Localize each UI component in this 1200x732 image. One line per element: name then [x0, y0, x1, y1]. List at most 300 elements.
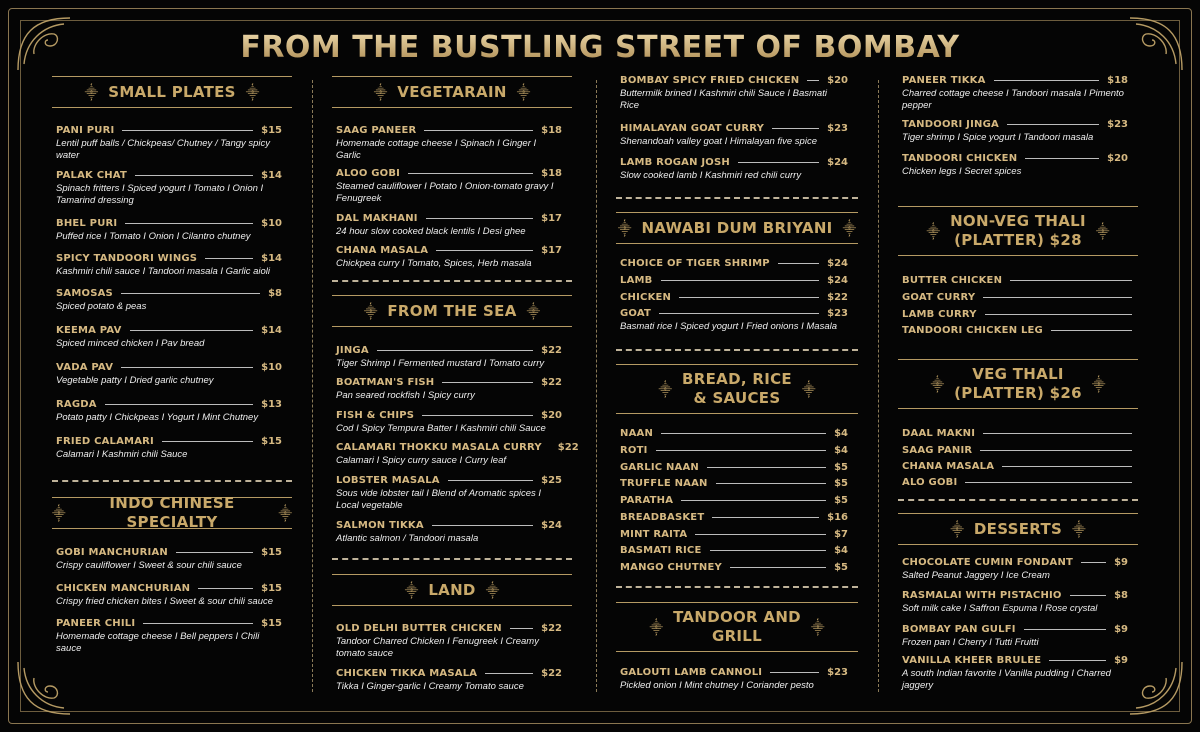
item-description: Spinach fritters I Spiced yogurt I Tomato I Onion I Tamarind dressing — [56, 183, 264, 206]
item-description: Vegetable patty I Dried garlic chutney — [56, 375, 214, 386]
item-name: CHICKEN — [620, 292, 672, 303]
section-title: VEGETARAIN — [397, 82, 507, 101]
menu-item — [336, 124, 572, 162]
item-description: Frozen pan I Cherry I Tutti Fruitti — [902, 637, 1039, 648]
item-price: $8 — [268, 288, 282, 299]
item-price: $15 — [261, 436, 282, 447]
item-price: $17 — [541, 213, 562, 224]
leader-line — [436, 250, 533, 251]
item-name: BOMBAY PAN GULFI — [902, 624, 1016, 635]
item-name: TANDOORI CHICKEN LEG — [902, 325, 1043, 336]
item-description: Steamed cauliflower I Potato I Onion-tomato gravy I Fenugreek — [336, 181, 554, 204]
item-price: $8 — [1114, 590, 1128, 601]
menu-item — [56, 287, 292, 313]
item-price: $15 — [261, 547, 282, 558]
menu-item — [336, 376, 572, 402]
ornament-icon: ⸎ — [930, 377, 945, 392]
menu-item — [56, 582, 292, 608]
item-name: DAL MAKHANI — [336, 213, 418, 224]
item-name: SAAG PANIR — [902, 445, 973, 456]
ornament-icon: ⸎ — [1091, 377, 1106, 392]
leader-line — [1002, 466, 1132, 467]
item-price: $5 — [834, 562, 848, 573]
ornament-icon: ⸎ — [1095, 224, 1110, 239]
section-title: FROM THE SEA — [387, 301, 517, 320]
menu-item — [56, 435, 292, 461]
item-name: SAMOSAS — [56, 288, 113, 299]
item-description: Slow cooked lamb I Kashmiri red chili curry — [620, 170, 802, 181]
menu-item — [620, 257, 858, 270]
leader-line — [679, 297, 819, 298]
item-name: CHANA MASALA — [902, 461, 995, 472]
leader-line — [176, 552, 253, 553]
item-name: LAMB ROGAN JOSH — [620, 157, 730, 168]
section-title-line: VEG THALI — [972, 365, 1064, 384]
leader-line — [681, 500, 826, 501]
item-name: PANEER TIKKA — [902, 75, 986, 86]
item-price: $22 — [541, 668, 562, 679]
menu-item — [56, 324, 292, 350]
item-description: Crispy cauliflower I Sweet & sour chili sauce — [56, 560, 242, 571]
item-price: $10 — [261, 218, 282, 229]
menu-item — [56, 252, 292, 278]
ornament-icon: ⸎ — [810, 620, 825, 635]
section-title — [682, 370, 792, 408]
corner-flourish-icon — [14, 658, 74, 718]
leader-line — [730, 567, 826, 568]
item-description: Calamari I Kashmiri chili Sauce — [56, 449, 188, 460]
item-description: Cod I Spicy Tempura Batter I Kashmiri chili Sauce — [336, 423, 546, 434]
ornament-icon: ⸎ — [526, 304, 541, 319]
ornament-icon: ⸎ — [485, 583, 500, 598]
menu-item — [902, 291, 1138, 304]
item-description: Tikka I Ginger-garlic I Creamy Tomato sauce — [336, 681, 524, 692]
item-name: CHOCOLATE CUMIN FONDANT — [902, 557, 1074, 568]
menu-item — [336, 667, 572, 693]
item-name: BOATMAN'S FISH — [336, 377, 435, 388]
item-name: ROTI — [620, 445, 648, 456]
item-price: $25 — [541, 475, 562, 486]
item-price: $9 — [1114, 557, 1128, 568]
menu-item — [620, 561, 858, 574]
leader-line — [130, 330, 254, 331]
item-price: $5 — [834, 495, 848, 506]
item-price: $15 — [261, 618, 282, 629]
section-title-line: BREAD, RICE — [682, 370, 792, 389]
leader-line — [121, 293, 260, 294]
item-name: BHEL PURI — [56, 218, 118, 229]
section-divider — [332, 558, 572, 560]
menu-item — [902, 589, 1138, 615]
leader-line — [656, 450, 827, 451]
item-name: RAGDA — [56, 399, 97, 410]
item-name: NAAN — [620, 428, 654, 439]
menu-item — [620, 307, 858, 333]
item-price: $18 — [1107, 75, 1128, 86]
section-title-line: & SAUCES — [693, 389, 781, 407]
section-header-from-the-sea — [332, 295, 572, 327]
menu-item — [902, 152, 1138, 178]
item-description: Charred cottage cheese I Tandoori masala I Pimento pepper — [902, 88, 1124, 111]
item-price: $5 — [834, 478, 848, 489]
leader-line — [121, 367, 253, 368]
ornament-icon: ⸎ — [801, 382, 816, 397]
item-name: TANDOORI CHICKEN — [902, 153, 1018, 164]
ornament-icon: ⸎ — [649, 620, 664, 635]
item-name: PANEER CHILI — [56, 618, 136, 629]
menu-item — [336, 622, 572, 660]
leader-line — [659, 313, 819, 314]
item-description: Sous vide lobster tail I Blend of Aromatic spices I Local vegetable — [336, 488, 542, 511]
leader-line — [432, 525, 533, 526]
menu-item — [620, 274, 858, 287]
item-price: $17 — [541, 245, 562, 256]
leader-line — [716, 483, 826, 484]
item-name: SAAG PANEER — [336, 125, 417, 136]
item-price: $23 — [827, 123, 848, 134]
item-name: BASMATI RICE — [620, 545, 702, 556]
section-title — [673, 608, 801, 646]
item-price: $22 — [557, 442, 579, 453]
item-name: RASMALAI WITH PISTACHIO — [902, 590, 1062, 601]
leader-line — [980, 450, 1132, 451]
item-description: Buttermilk brined I Kashmiri chili Sauce I Basmati Rice — [620, 88, 827, 111]
menu-item — [620, 291, 858, 304]
item-name: LOBSTER MASALA — [336, 475, 440, 486]
item-price: $5 — [834, 462, 848, 473]
item-price: $4 — [834, 428, 848, 439]
section-divider — [898, 499, 1138, 501]
item-name: CHICKEN TIKKA MASALA — [336, 668, 478, 679]
item-name: GARLIC NAAN — [620, 462, 699, 473]
item-price: $20 — [1107, 153, 1128, 164]
leader-line — [1051, 330, 1132, 331]
ornament-icon: ⸎ — [658, 382, 673, 397]
menu-item — [902, 460, 1138, 473]
menu-item — [336, 212, 572, 238]
item-description: Spiced minced chicken I Pav bread — [56, 338, 205, 349]
ornament-icon: ⸎ — [373, 85, 388, 100]
item-description: Chickpea curry I Tomato, Spices, Herb masala — [336, 258, 532, 269]
item-name: TRUFFLE NAAN — [620, 478, 708, 489]
item-price: $10 — [261, 362, 282, 373]
item-price: $4 — [834, 445, 848, 456]
item-price: $15 — [261, 583, 282, 594]
menu-item — [902, 427, 1138, 440]
item-name: DAAL MAKNI — [902, 428, 976, 439]
ornament-icon: ⸎ — [278, 506, 292, 521]
menu-item — [620, 544, 858, 557]
menu-item — [56, 217, 292, 243]
item-price: $18 — [541, 125, 562, 136]
section-header-veg-thali — [898, 359, 1138, 409]
item-price: $9 — [1114, 624, 1128, 635]
item-name: BUTTER CHICKEN — [902, 275, 1003, 286]
item-price: $14 — [261, 325, 282, 336]
leader-line — [408, 173, 533, 174]
ornament-icon: ⸎ — [245, 85, 260, 100]
item-price: $23 — [827, 308, 848, 319]
item-price: $23 — [827, 667, 848, 678]
menu-item — [336, 344, 572, 370]
section-divider — [616, 349, 858, 351]
leader-line — [448, 480, 533, 481]
item-price: $22 — [541, 345, 562, 356]
leader-line — [1010, 280, 1132, 281]
item-description: Shenandoah valley goat I Himalayan five spice — [620, 136, 817, 147]
leader-line — [807, 80, 819, 81]
menu-item — [56, 124, 292, 162]
section-title: SMALL PLATES — [108, 82, 236, 101]
ornament-icon: ⸎ — [363, 304, 378, 319]
menu-item — [902, 444, 1138, 457]
menu-item — [56, 617, 292, 655]
section-header-small-plates — [52, 76, 292, 108]
item-name: VANILLA KHEER BRULEE — [902, 655, 1042, 666]
item-name: VADA PAV — [56, 362, 114, 373]
item-description: A south Indian favorite I Vanilla pudding I Charred jaggery — [902, 668, 1111, 691]
section-title-line: (PLATTER) $28 — [954, 231, 1082, 249]
item-name: CHANA MASALA — [336, 245, 429, 256]
leader-line — [770, 672, 819, 673]
leader-line — [426, 218, 533, 219]
leader-line — [105, 404, 253, 405]
item-name: ALOO GOBI — [336, 168, 401, 179]
item-price: $9 — [1114, 655, 1128, 666]
section-header-desserts — [898, 513, 1138, 545]
item-description: Atlantic salmon / Tandoori masala — [336, 533, 479, 544]
section-title-line: NON-VEG THALI — [950, 212, 1086, 231]
section-title: INDO CHINESE SPECIALTY — [109, 494, 235, 531]
item-price: $22 — [541, 377, 562, 388]
leader-line — [1007, 124, 1099, 125]
item-name: PARATHA — [620, 495, 674, 506]
item-name: GOAT CURRY — [902, 292, 976, 303]
section-header-indo-chinese — [52, 494, 292, 531]
leader-line — [143, 623, 253, 624]
section-header-vegetarian — [332, 76, 572, 108]
item-description: 24 hour slow cooked black lentils I Desi ghee — [336, 226, 526, 237]
menu-item — [620, 666, 858, 692]
leader-line — [510, 628, 533, 629]
item-name: OLD DELHI BUTTER CHICKEN — [336, 623, 502, 634]
item-price: $24 — [827, 275, 848, 286]
section-divider — [616, 197, 858, 199]
column-divider — [878, 80, 879, 692]
item-name: JINGA — [336, 345, 369, 356]
item-description: Soft milk cake I Saffron Espuma I Rose crystal — [902, 603, 1098, 614]
item-name: PANI PURI — [56, 125, 115, 136]
leader-line — [485, 673, 533, 674]
menu-item — [620, 156, 858, 182]
leader-line — [135, 175, 253, 176]
section-title-line: (PLATTER) $26 — [954, 384, 1082, 402]
item-description: Chicken legs I Secret spices — [902, 166, 1022, 177]
item-name: BREADBASKET — [620, 512, 705, 523]
item-description: Crispy fried chicken bites I Sweet & sour chili sauce — [56, 596, 274, 607]
ornament-icon: ⸎ — [84, 85, 99, 100]
section-header-land — [332, 574, 572, 606]
leader-line — [377, 350, 533, 351]
leader-line — [122, 130, 253, 131]
leader-line — [1025, 158, 1099, 159]
menu-item — [902, 476, 1138, 489]
menu-item — [902, 324, 1138, 337]
leader-line — [1070, 595, 1106, 596]
item-description: Tiger shrimp I Spice yogurt I Tandoori masala — [902, 132, 1094, 143]
menu-item — [902, 308, 1138, 321]
menu-item — [56, 361, 292, 387]
item-name: LAMB CURRY — [902, 309, 977, 320]
section-title: NAWABI DUM BRIYANI — [641, 218, 833, 237]
menu-item — [620, 427, 858, 440]
leader-line — [985, 314, 1132, 315]
leader-line — [710, 550, 827, 551]
item-price: $16 — [827, 512, 848, 523]
item-name: CHICKEN MANCHURIAN — [56, 583, 191, 594]
ornament-icon: ⸎ — [950, 522, 964, 537]
leader-line — [1024, 629, 1106, 630]
item-description: Calamari I Spicy curry sauce I Curry leaf — [336, 455, 506, 466]
leader-line — [965, 482, 1132, 483]
menu-item — [336, 474, 572, 512]
leader-line — [1081, 562, 1106, 563]
item-name: PALAK CHAT — [56, 170, 127, 181]
menu-item — [56, 398, 292, 424]
item-description: Basmati rice I Spiced yogurt I Fried onions I Masala — [620, 321, 838, 332]
item-description: Potato patty I Chickpeas I Yogurt I Mint Chutney — [56, 412, 259, 423]
section-divider — [616, 586, 858, 588]
menu-item — [336, 167, 572, 205]
leader-line — [983, 297, 1132, 298]
item-price: $14 — [261, 170, 282, 181]
item-name: MINT RAITA — [620, 529, 688, 540]
item-name: TANDOORI JINGA — [902, 119, 999, 130]
leader-line — [422, 415, 533, 416]
item-name: GALOUTI LAMB CANNOLI — [620, 667, 763, 678]
leader-line — [994, 80, 1100, 81]
leader-line — [707, 467, 826, 468]
item-name: CHOICE OF TIGER SHRIMP — [620, 258, 770, 269]
item-name: FISH & CHIPS — [336, 410, 415, 421]
menu-item — [620, 461, 858, 474]
section-title: DESSERTS — [973, 519, 1063, 538]
menu-item — [902, 118, 1138, 144]
leader-line — [424, 130, 533, 131]
item-price: $24 — [827, 258, 848, 269]
menu-item — [620, 477, 858, 490]
menu-item — [902, 623, 1138, 649]
item-description: Puffed rice I Tomato I Onion I Cilantro chutney — [56, 231, 251, 242]
section-title: LAND — [428, 580, 476, 599]
page-title: FROM THE BUSTLING STREET OF BOMBAY — [0, 30, 1200, 65]
item-name: MANGO CHUTNEY — [620, 562, 722, 573]
leader-line — [198, 588, 253, 589]
item-name: HIMALAYAN GOAT CURRY — [620, 123, 765, 134]
item-description: Homemade cottage cheese I Bell peppers I Chili sauce — [56, 631, 260, 654]
item-description: Tiger Shrimp I Fermented mustard I Tomato curry — [336, 358, 545, 369]
menu-item — [336, 409, 572, 435]
menu-item — [902, 74, 1138, 112]
section-title-line: GRILL — [711, 627, 763, 645]
menu-item — [336, 441, 579, 467]
item-price: $23 — [1107, 119, 1128, 130]
column-divider — [596, 80, 597, 692]
menu-item — [620, 444, 858, 457]
menu-item — [620, 122, 858, 148]
section-header-bread — [616, 364, 858, 414]
leader-line — [738, 162, 819, 163]
item-price: $24 — [541, 520, 562, 531]
ornament-icon: ⸎ — [52, 506, 66, 521]
item-price: $20 — [541, 410, 562, 421]
item-name: KEEMA PAV — [56, 325, 122, 336]
item-price: $14 — [261, 253, 282, 264]
menu-item — [902, 274, 1138, 287]
leader-line — [983, 433, 1132, 434]
leader-line — [442, 382, 533, 383]
item-price: $18 — [541, 168, 562, 179]
section-title — [954, 365, 1082, 403]
section-header-tandoor — [616, 602, 858, 652]
ornament-icon: ⸎ — [404, 583, 419, 598]
ornament-icon: ⸎ — [516, 85, 531, 100]
item-description: Lentil puff balls / Chickpeas/ Chutney / Tangy spicy water — [56, 138, 271, 161]
section-title-line: TANDOOR AND — [673, 608, 801, 627]
leader-line — [162, 441, 253, 442]
leader-line — [1049, 660, 1106, 661]
leader-line — [661, 280, 820, 281]
leader-line — [695, 534, 826, 535]
ornament-icon: ⸎ — [1072, 522, 1086, 537]
item-description: Spiced potato & peas — [56, 301, 147, 312]
menu-item — [620, 511, 858, 524]
leader-line — [778, 263, 819, 264]
menu-item — [902, 654, 1138, 692]
item-price: $7 — [834, 529, 848, 540]
column-divider — [312, 80, 313, 692]
item-price: $20 — [827, 75, 848, 86]
section-divider — [332, 280, 572, 282]
menu-item — [56, 169, 292, 207]
item-name: SPICY TANDOORI WINGS — [56, 253, 198, 264]
menu-item — [336, 244, 572, 270]
section-title — [950, 212, 1086, 250]
menu-item — [902, 556, 1138, 582]
item-name: BOMBAY SPICY FRIED CHICKEN — [620, 75, 800, 86]
item-description: Pickled onion I Mint chutney I Coriander pesto — [620, 680, 814, 691]
item-description: Kashmiri chili sauce I Tandoori masala I Garlic aioli — [56, 266, 271, 277]
leader-line — [772, 128, 819, 129]
item-price: $13 — [261, 399, 282, 410]
menu-item — [620, 494, 858, 507]
ornament-icon: ⸎ — [617, 221, 632, 236]
item-name: FRIED CALAMARI — [56, 436, 154, 447]
leader-line — [205, 258, 253, 259]
section-header-nawabi — [616, 212, 858, 244]
section-header-nonveg-thali — [898, 206, 1138, 256]
menu-item — [620, 528, 858, 541]
leader-line — [125, 223, 253, 224]
item-name: GOBI MANCHURIAN — [56, 547, 168, 558]
leader-line — [661, 433, 826, 434]
item-price: $22 — [541, 623, 562, 634]
item-price: $22 — [827, 292, 848, 303]
menu-item — [620, 74, 858, 112]
item-price: $15 — [261, 125, 282, 136]
menu-item — [56, 546, 292, 572]
item-name: SALMON TIKKA — [336, 520, 424, 531]
